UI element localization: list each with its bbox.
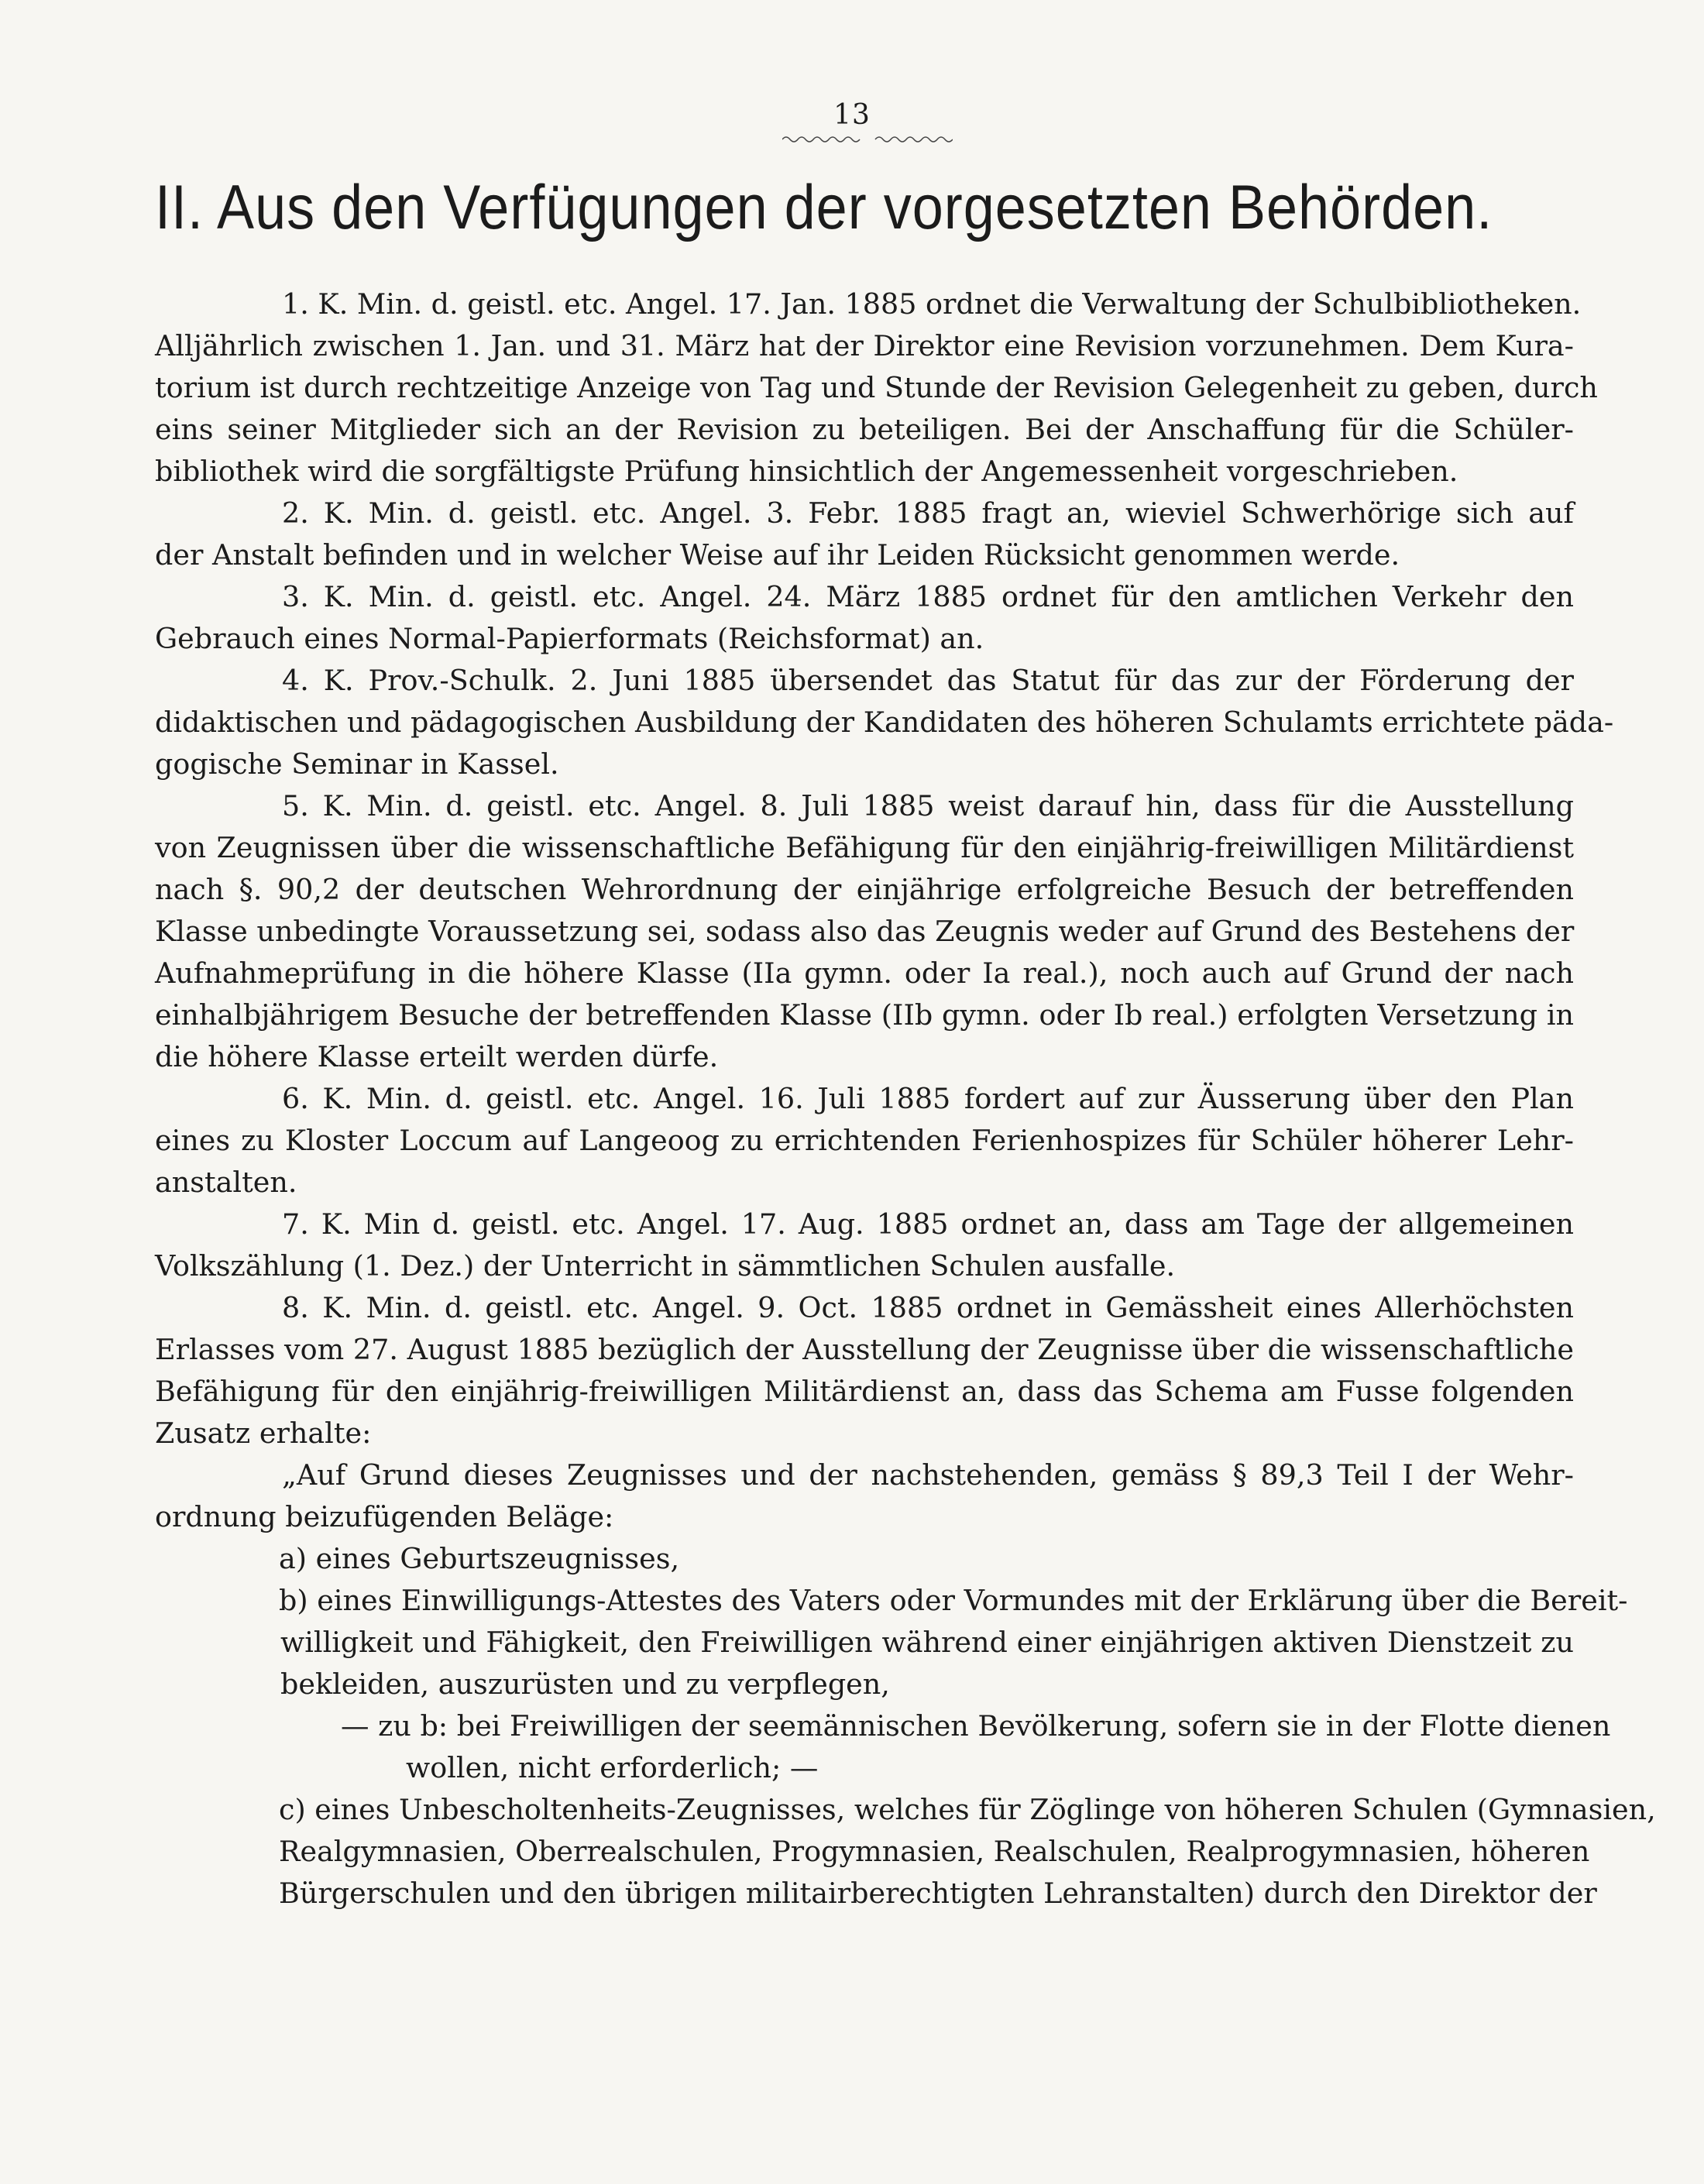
text-line: torium ist durch rechtzeitige Anzeige von Tag und Stunde der Revision Gelegenheit zu geben, durch	[155, 371, 1598, 404]
text-line: willigkeit und Fähigkeit, den Freiwilligen während einer einjährigen aktiven Dienstzeit zu	[280, 1626, 1574, 1659]
text-line: gogische Seminar in Kassel.	[155, 747, 559, 781]
text-line: „Auf Grund dieses Zeugnisses und der nachstehenden, gemäss § 89,3 Teil I der Wehr-	[282, 1458, 1574, 1492]
text-line: Erlasses vom 27. August 1885 bezüglich der Ausstellung der Zeugnisse über die wissenschaftliche	[155, 1333, 1574, 1366]
text-line: nach §. 90,2 der deutschen Wehrordnung der einjährige erfolgreiche Besuch der betreffenden	[155, 873, 1574, 906]
text-line: anstalten.	[155, 1166, 297, 1199]
text-line: 8. K. Min. d. geistl. etc. Angel. 9. Oct. 1885 ordnet in Gemässheit eines Allerhöchsten	[282, 1291, 1574, 1324]
text-line: der Anstalt befinden und in welcher Weise auf ihr Leiden Rücksicht genommen werde.	[155, 538, 1400, 572]
text-line: ordnung beizufügenden Beläge:	[155, 1500, 614, 1533]
list-item: b) eines Einwilligungs-Attestes des Vaters oder Vormundes mit der Erklärung über die Bereit-	[279, 1584, 1628, 1617]
text-line: die höhere Klasse erteilt werden dürfe.	[155, 1040, 719, 1073]
text-line: Gebrauch eines Normal-Papierformats (Reichsformat) an.	[155, 622, 984, 655]
text-line: einhalbjährigem Besuche der betreffenden Klasse (IIb gymn. oder Ib real.) erfolgten Versetzung in	[155, 998, 1574, 1032]
text-line: Befähigung für den einjährig-freiwilligen Militärdienst an, dass das Schema am Fusse folgenden	[155, 1375, 1574, 1408]
text-line: didaktischen und pädagogischen Ausbildung der Kandidaten des höheren Schulamts errichtete päda-	[155, 706, 1614, 739]
text-line: 2. K. Min. d. geistl. etc. Angel. 3. Febr. 1885 fragt an, wieviel Schwerhörige sich auf	[282, 496, 1574, 530]
section-heading: II. Aus den Verfügungen der vorgesetzten Behörden.	[155, 173, 1493, 242]
text-line: eines zu Kloster Loccum auf Langeoog zu errichtenden Ferienhospizes für Schüler höherer Lehr-	[155, 1124, 1574, 1157]
text-line: Alljährlich zwischen 1. Jan. und 31. März hat der Direktor eine Revision vorzunehmen. Dem Kura-	[155, 329, 1574, 362]
decorative-rule	[782, 133, 953, 146]
text-line: Zusatz erhalte:	[155, 1417, 372, 1450]
page-number: 13	[833, 99, 871, 131]
text-line: Aufnahmeprüfung in die höhere Klasse (IIa gymn. oder Ia real.), noch auch auf Grund der nach	[155, 956, 1574, 990]
text-line: 6. K. Min. d. geistl. etc. Angel. 16. Juli 1885 fordert auf zur Äusserung über den Plan	[282, 1082, 1574, 1115]
note-line: — zu b: bei Freiwilligen der seemännischen Bevölkerung, sofern sie in der Flotte dienen	[341, 1709, 1611, 1743]
text-line: 1. K. Min. d. geistl. etc. Angel. 17. Jan. 1885 ordnet die Verwaltung der Schulbibliotheken.	[282, 287, 1582, 321]
list-item: a) eines Geburtszeugnisses,	[279, 1542, 680, 1575]
text-line: Realgymnasien, Oberrealschulen, Progymnasien, Realschulen, Realprogymnasien, höheren	[279, 1835, 1590, 1868]
text-line: Bürgerschulen und den übrigen militairberechtigten Lehranstalten) durch den Direktor der	[279, 1877, 1597, 1910]
text-line: von Zeugnissen über die wissenschaftliche Befähigung für den einjährig-freiwilligen Militärdienst	[155, 831, 1574, 864]
list-item: c) eines Unbescholtenheits-Zeugnisses, welches für Zöglinge von höheren Schulen (Gymnasien,	[279, 1793, 1656, 1826]
text-line: Volkszählung (1. Dez.) der Unterricht in sämmtlichen Schulen ausfalle.	[155, 1249, 1176, 1283]
text-line: 7. K. Min d. geistl. etc. Angel. 17. Aug. 1885 ordnet an, dass am Tage der allgemeinen	[282, 1207, 1574, 1241]
text-line: 3. K. Min. d. geistl. etc. Angel. 24. März 1885 ordnet für den amtlichen Verkehr den	[282, 580, 1574, 613]
text-line: bibliothek wird die sorgfältigste Prüfung hinsichtlich der Angemessenheit vorgeschrieben.	[155, 455, 1458, 488]
text-line: bekleiden, auszurüsten und zu verpflegen,	[280, 1667, 890, 1701]
text-line: Klasse unbedingte Voraussetzung sei, sodass also das Zeugnis weder auf Grund des Bestehens der	[155, 915, 1575, 948]
text-line: eins seiner Mitglieder sich an der Revision zu beteiligen. Bei der Anschaffung für die Schüler-	[155, 413, 1574, 446]
note-line: wollen, nicht erforderlich; —	[406, 1751, 819, 1784]
text-line: 4. K. Prov.-Schulk. 2. Juni 1885 übersendet das Statut für das zur der Förderung der	[282, 664, 1574, 697]
text-line: 5. K. Min. d. geistl. etc. Angel. 8. Juli 1885 weist darauf hin, dass für die Ausstellung	[282, 789, 1574, 822]
